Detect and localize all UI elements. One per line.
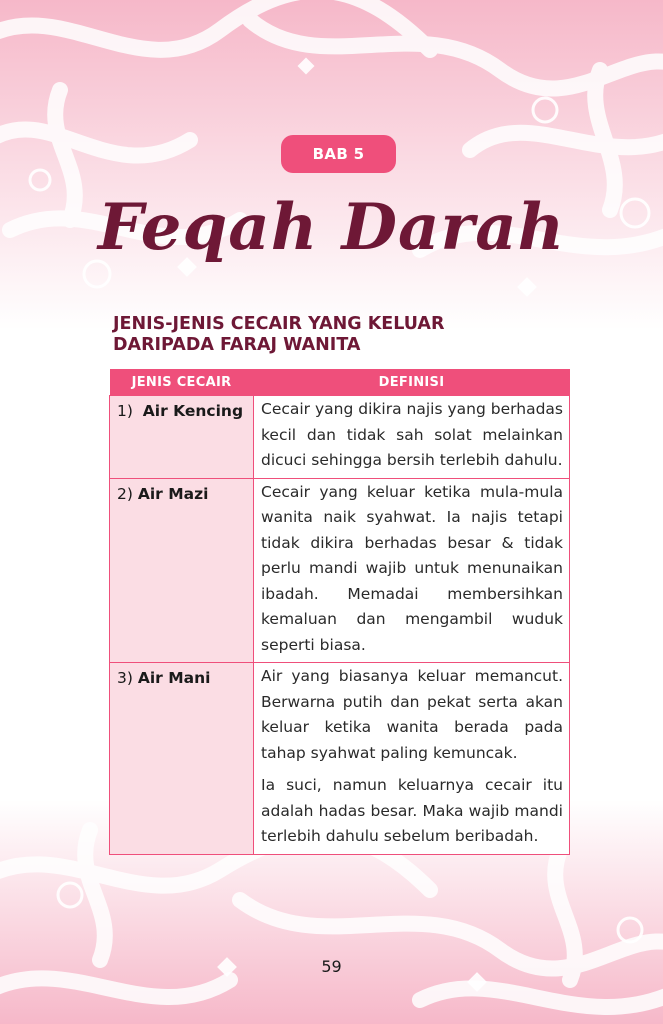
section-heading xyxy=(113,314,573,356)
column-header-definition: DEFINISI xyxy=(254,369,570,396)
table-row xyxy=(110,478,570,663)
row-number: 1) xyxy=(117,402,133,420)
definition-cell xyxy=(254,663,570,855)
column-header-type: JENIS CECAIR xyxy=(110,369,254,396)
fluid-type-cell xyxy=(110,396,254,479)
row-number: 3) xyxy=(117,669,133,687)
fluid-types-table xyxy=(109,369,570,855)
chapter-badge: BAB 5 xyxy=(281,135,396,173)
section-heading-line-2: DARIPADA FARAJ WANITA xyxy=(113,335,361,355)
definition-text: Ia suci, namun keluarnya cecair itu adalah hadas besar. Maka wajib mandi terlebih dahulu sebelum beribadah. xyxy=(261,776,563,845)
definition-text: Air yang biasanya keluar memancut. Berwarna putih dan pekat serta akan keluar ketika wanita berada pada tahap syahwat paling kemuncak. xyxy=(261,667,563,762)
table-row xyxy=(110,663,570,855)
fluid-name: Air Kencing xyxy=(142,402,244,420)
table-header-row xyxy=(110,369,570,396)
definition-text: Cecair yang keluar ketika mula-mula wanita naik syahwat. Ia najis tetapi tidak dikira berhadas besar & tidak perlu mandi wajib untuk menunaikan ibadah. Memadai membersihkan kemaluan dan mengambil wuduk seperti biasa. xyxy=(261,482,563,654)
fluid-name: Air Mani xyxy=(137,669,211,687)
fluid-name: Air Mazi xyxy=(137,484,209,503)
page-title: Feqah Darah xyxy=(97,190,566,265)
row-number: 2) xyxy=(117,484,133,503)
fluid-type-cell xyxy=(110,478,254,663)
definition-cell xyxy=(254,478,570,663)
definition-text: Cecair yang dikira najis yang berhadas kecil dan tidak sah solat melainkan dicuci sehingga bersih terlebih dahulu. xyxy=(261,400,563,469)
fluid-type-cell xyxy=(110,663,254,855)
table-row xyxy=(110,396,570,479)
definition-cell xyxy=(254,396,570,479)
page-number: 59 xyxy=(321,957,342,976)
section-heading-line-1: JENIS-JENIS CECAIR YANG KELUAR xyxy=(113,314,445,334)
